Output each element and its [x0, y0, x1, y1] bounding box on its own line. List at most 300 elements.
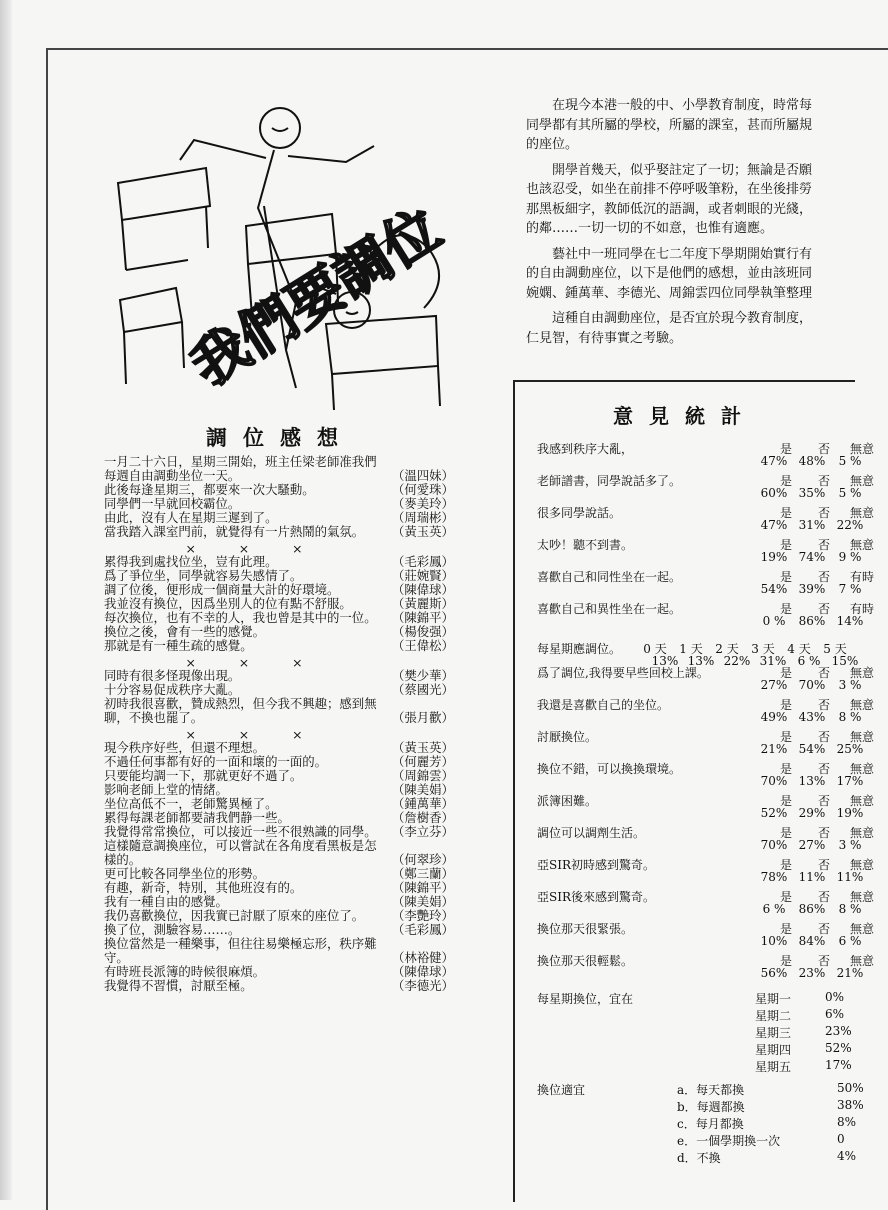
stat-values	[755, 742, 869, 756]
weekday-percent: 52%	[825, 1041, 852, 1055]
stat-header: 是	[779, 442, 792, 456]
comment-item	[104, 597, 484, 611]
stat-header: 否	[817, 506, 830, 520]
comment-author: （王偉松）	[392, 638, 454, 653]
stat-header: 否	[817, 698, 830, 712]
weekday-percent: 0%	[825, 990, 845, 1004]
comment-text: 有趣，新奇，特別，其他班沒有的。	[104, 880, 303, 895]
comment-author: （毛彩鳳）	[392, 554, 454, 569]
comment-text: 換位當然是一種樂事，但往往易樂極忘形，秩序難守。	[104, 936, 377, 965]
comment-author: （莊婉賢）	[392, 568, 454, 583]
comment-author: （麥美玲）	[392, 496, 454, 511]
comment-text: 調了位後，便形成一個商量大計的好環境。	[104, 582, 340, 597]
weekday-block	[537, 990, 852, 1074]
comment-item	[104, 811, 484, 825]
comment-text: 我仍喜歡換位，因我實已討厭了原來的座位了。	[104, 908, 365, 923]
separator-mark: ×	[292, 541, 303, 556]
comment-item	[104, 669, 484, 683]
comment-item	[104, 555, 484, 569]
stat-question: 我感到秩序大亂，	[537, 442, 634, 456]
comment-author: （陳偉球）	[392, 964, 454, 979]
stat-values	[755, 710, 869, 724]
comment-text: 同時有很多怪現像出現。	[104, 668, 241, 683]
comment-author: （何愛珠）	[392, 482, 454, 497]
comment-author: （毛彩鳳）	[392, 922, 454, 937]
stat-header: 否	[817, 922, 830, 936]
frequency-value: 31%	[759, 654, 787, 668]
suggestion-item	[677, 1149, 857, 1166]
stat-value: 31%	[798, 518, 826, 532]
comment-text: 有時班長派簿的時候很麻煩。	[104, 964, 266, 979]
stat-question: 每星期應調位。	[537, 642, 622, 656]
comment-item	[104, 697, 484, 725]
cartoon-illustration	[96, 88, 476, 413]
stat-value: 3 %	[838, 838, 862, 852]
comment-author: （黃麗斯）	[392, 596, 454, 611]
stat-value: 6 %	[838, 934, 862, 948]
statistics-title: 意見統計	[613, 404, 757, 428]
stat-question: 亞SIR後來感到驚奇。	[537, 890, 655, 904]
stat-value: 8 %	[838, 710, 862, 724]
comment-item	[104, 625, 484, 639]
comment-author: （張月歡）	[392, 710, 454, 725]
separator-mark: ×	[185, 541, 196, 556]
comments-title: 調位感想	[206, 425, 354, 450]
stat-value: 54%	[760, 582, 788, 596]
stat-header: 否	[817, 570, 830, 584]
stat-header: 否	[817, 762, 830, 776]
comment-text: 每次換位，也有不幸的人，我也曾是其中的一位。	[104, 610, 377, 625]
separator-row	[104, 725, 384, 741]
stat-value: 27%	[798, 838, 826, 852]
stat-value: 29%	[798, 806, 826, 820]
stat-header: 是	[779, 922, 792, 936]
stat-header: 無意	[849, 922, 874, 936]
stat-header: 否	[817, 890, 830, 904]
comment-text: 換了位，測驗容易……。	[104, 922, 241, 937]
stat-value: 14%	[836, 614, 864, 628]
stat-question: 爲了調位,我得要早些回校上課。	[537, 666, 709, 680]
intro-line: 這種自由調動座位，是否宜於現今教育制度，	[526, 311, 813, 326]
suggestion-item	[677, 1081, 864, 1098]
stat-values	[755, 550, 869, 564]
stat-values	[755, 966, 869, 980]
stat-value: 19%	[836, 806, 864, 820]
intro-line: 的座位。	[526, 137, 579, 152]
stat-header: 是	[779, 954, 792, 968]
weekday-name: 星期三	[755, 1026, 792, 1040]
comment-author: （詹樹香）	[392, 810, 454, 825]
stat-header: 無意	[849, 474, 874, 488]
frequency-day: 1 天	[679, 642, 703, 656]
comment-author: （黃玉英）	[392, 524, 454, 539]
weekday-item	[755, 990, 845, 1007]
suggestion-block	[537, 1081, 864, 1165]
suggestion-option: c．每月都換	[677, 1117, 744, 1131]
comment-author: （蔡國光）	[392, 682, 454, 697]
comment-item	[104, 909, 484, 923]
comment-text: 累得每課老師都要請我們静一些。	[104, 810, 290, 825]
stat-header: 無意	[849, 954, 874, 968]
illustration-title: 我們要調位	[179, 195, 453, 400]
weekday-item	[755, 1058, 852, 1075]
comment-text: 爲了爭位坐，同學就容易失感情了。	[104, 568, 303, 583]
stat-value: 70%	[798, 678, 826, 692]
comment-item	[104, 639, 484, 653]
suggestion-question: 換位適宜	[537, 1083, 586, 1097]
weekday-percent: 23%	[825, 1024, 852, 1038]
intro-text	[526, 96, 848, 348]
suggestion-percent: 50%	[837, 1081, 864, 1095]
comment-text: 我有一種自由的感覺。	[104, 894, 228, 909]
stat-header: 否	[817, 474, 830, 488]
stat-value: 13%	[798, 774, 826, 788]
stat-header: 否	[817, 730, 830, 744]
comment-text: 我覺得常常換位，可以接近一些不很熟識的同學。	[104, 824, 377, 839]
stat-value: 23%	[798, 966, 826, 980]
weekday-percent: 6%	[825, 1007, 845, 1021]
comment-item	[104, 683, 484, 697]
comment-author: （周錦雲）	[392, 768, 454, 783]
intro-line: 那黑板細字，教師低沉的語調，或者刺眼的光綫，	[526, 201, 813, 217]
stat-value: 84%	[798, 934, 826, 948]
stat-value: 49%	[760, 710, 788, 724]
comment-text: 那就是有一種生疏的感覺。	[104, 638, 253, 653]
comment-author: （何麗芳）	[392, 754, 454, 769]
stat-header: 否	[817, 666, 830, 680]
intro-line: 婉嫻、鍾萬華、李德光、周錦雲四位同學執筆整理	[526, 285, 813, 301]
comment-item	[104, 483, 484, 497]
stat-header: 是	[779, 602, 792, 616]
stat-value: 47%	[760, 518, 788, 532]
stat-values	[755, 454, 869, 468]
separator-mark: ×	[185, 727, 196, 742]
comment-author: （李德光）	[392, 978, 454, 993]
stat-header: 是	[779, 666, 792, 680]
frequency-value: 6 %	[797, 654, 821, 668]
stat-values	[755, 518, 869, 532]
separator-row	[104, 653, 384, 669]
comment-item	[104, 569, 484, 583]
frequency-value: 22%	[723, 654, 751, 668]
stat-value: 70%	[760, 774, 788, 788]
separator-mark: ×	[185, 655, 196, 670]
weekday-percent: 17%	[825, 1058, 852, 1072]
stat-question: 老師譜書，同學說話多了。	[537, 474, 682, 488]
suggestion-item	[677, 1132, 845, 1149]
stat-value: 27%	[760, 678, 788, 692]
stat-values	[755, 582, 869, 596]
comment-item	[104, 867, 484, 881]
stat-value: 5 %	[838, 486, 862, 500]
stat-value: 25%	[836, 742, 864, 756]
stat-value: 47%	[760, 454, 788, 468]
stat-value: 52%	[760, 806, 788, 820]
separator-mark: ×	[292, 655, 303, 670]
stat-value: 11%	[836, 870, 864, 884]
stat-question: 我還是喜歡自己的坐位。	[537, 698, 670, 712]
comment-author: （何翠珍）	[392, 852, 454, 867]
stat-value: 21%	[836, 966, 864, 980]
stat-question: 換位那天很緊張。	[537, 922, 634, 936]
stat-value: 5 %	[838, 454, 862, 468]
comment-item	[104, 611, 484, 625]
suggestion-percent: 38%	[837, 1098, 864, 1112]
intro-line: 開學首幾天，似乎娶註定了一切；無論是否願	[526, 162, 813, 178]
comment-item	[104, 825, 484, 839]
comment-item	[104, 525, 484, 539]
comment-author: （陳美娟）	[392, 782, 454, 797]
stat-value: 10%	[760, 934, 788, 948]
comment-item	[104, 979, 484, 993]
suggestion-option: e．一個學期換一次	[677, 1134, 781, 1148]
stat-header: 否	[817, 442, 830, 456]
intro-line: 仁見智，有待事實之考驗。	[526, 330, 683, 346]
comment-author: （黃玉英）	[392, 740, 454, 755]
suggestion-option: b．每週都換	[677, 1100, 745, 1114]
suggestion-percent: 0	[837, 1132, 845, 1146]
stat-header: 是	[779, 858, 792, 872]
comment-item	[104, 511, 484, 525]
comment-item	[104, 583, 484, 597]
stat-values	[755, 902, 869, 916]
stat-value: 19%	[760, 550, 788, 564]
comment-text: 當我踏入課室門前，就覺得有一片熱鬧的氣氛。	[104, 524, 365, 539]
separator-mark: ×	[292, 727, 303, 742]
comment-author: （鍾萬華）	[392, 796, 454, 811]
cartoon-drawing	[96, 88, 476, 413]
comment-author: （陳錦平）	[392, 610, 454, 625]
stat-value: 70%	[760, 838, 788, 852]
comment-text: 初時我很喜歡，贊成熱烈，但今我不興趣；感到無聊，不換也罷了。	[104, 696, 377, 725]
stat-value: 35%	[798, 486, 826, 500]
stat-values	[755, 614, 869, 628]
stat-header: 是	[779, 762, 792, 776]
comment-text: 不過任何事都有好的一面和壞的一面的。	[104, 754, 328, 769]
separator-row	[104, 539, 384, 555]
stat-header: 是	[779, 890, 792, 904]
comment-author: （周瑞彬）	[392, 510, 454, 525]
comment-author: （陳美娟）	[392, 894, 454, 909]
stat-values	[755, 870, 869, 884]
stat-value: 39%	[798, 582, 826, 596]
opinion-statistics-box	[513, 380, 874, 1202]
comment-author: （李立芬）	[392, 824, 454, 839]
stat-value: 9 %	[838, 550, 862, 564]
stat-header: 否	[817, 858, 830, 872]
stat-value: 48%	[798, 454, 826, 468]
stat-header: 無意	[849, 762, 874, 776]
comment-item	[104, 881, 484, 895]
stat-question: 喜歡自己和同性坐在一起。	[537, 570, 682, 584]
frequency-day: 4 天	[787, 642, 811, 656]
weekday-name: 星期二	[755, 1009, 792, 1023]
comment-item	[104, 783, 484, 797]
comment-item	[104, 923, 484, 937]
stat-question: 亞SIR初時感到驚奇。	[537, 858, 655, 872]
stat-values	[755, 678, 869, 692]
stat-header: 無意	[849, 442, 874, 456]
comment-author: （陳偉球）	[392, 582, 454, 597]
suggestion-percent: 8%	[837, 1115, 857, 1129]
stat-value: 56%	[760, 966, 788, 980]
comment-text: 我覺得不習慣，討厭至極。	[104, 978, 253, 993]
stat-question: 太吵！聽不到書。	[537, 538, 634, 552]
stat-value: 21%	[760, 742, 788, 756]
weekday-name: 星期一	[755, 992, 792, 1006]
comment-text: 十分容易促成秩序大亂。	[104, 682, 241, 697]
frequency-value: 15%	[831, 654, 859, 668]
comment-author: （林裕健）	[392, 950, 454, 965]
weekday-item	[755, 1041, 852, 1058]
stat-header: 是	[779, 474, 792, 488]
comment-text: 坐位高低不一，老師驚異極了。	[104, 796, 278, 811]
stat-header: 是	[779, 794, 792, 808]
intro-line: 同學都有其所屬的學校，所屬的課室，甚而所屬規	[526, 117, 813, 133]
comment-item	[104, 455, 484, 483]
page-edge	[0, 0, 12, 1200]
comment-item	[104, 965, 484, 979]
stat-question: 很多同學說話。	[537, 506, 622, 520]
separator-mark: ×	[238, 727, 250, 742]
stat-header: 是	[779, 730, 792, 744]
stat-value: 11%	[798, 870, 826, 884]
stat-header: 否	[817, 602, 830, 616]
stat-header: 是	[779, 570, 792, 584]
stat-question: 調位可以調劑生活。	[537, 826, 646, 840]
stat-header: 是	[779, 538, 792, 552]
stat-header: 無意	[849, 826, 874, 840]
intro-line: 的自由調動座位，以下是他們的感想，並由該班同	[526, 266, 813, 281]
weekday-item	[755, 1024, 852, 1041]
stat-value: 78%	[760, 870, 788, 884]
weekday-name: 星期四	[755, 1043, 792, 1057]
stat-value: 17%	[836, 774, 864, 788]
comments-list	[104, 455, 484, 993]
suggestion-item	[677, 1115, 857, 1132]
comment-item	[104, 937, 484, 965]
stat-header: 無意	[849, 698, 874, 712]
weekday-question: 每星期換位，宜在	[537, 992, 634, 1006]
comment-item	[104, 497, 484, 511]
stat-header: 是	[779, 506, 792, 520]
comment-author: （溫四妹）	[392, 468, 454, 483]
stat-values	[755, 934, 869, 948]
comment-item	[104, 755, 484, 769]
suggestion-option: d．不換	[677, 1151, 721, 1165]
stat-values	[755, 774, 869, 788]
stat-value: 74%	[798, 550, 826, 564]
stat-value: 60%	[760, 486, 788, 500]
stat-question: 喜歡自己和異性坐在一起。	[537, 602, 682, 616]
stat-header: 無意	[849, 506, 874, 520]
stat-value: 0 %	[762, 614, 786, 628]
comment-item	[104, 839, 484, 867]
comment-text: 我並沒有換位，因爲坐別人的位有點不舒服。	[104, 596, 352, 611]
stat-values	[755, 806, 869, 820]
stat-header: 否	[817, 794, 830, 808]
stat-value: 22%	[836, 518, 864, 532]
weekday-name: 星期五	[755, 1060, 792, 1074]
stat-header: 否	[817, 538, 830, 552]
stat-header: 無意	[849, 730, 874, 744]
stat-value: 7 %	[838, 582, 862, 596]
comment-text: 影响老師上堂的情緒。	[104, 782, 228, 797]
suggestion-item	[677, 1098, 864, 1115]
stat-header: 否	[817, 826, 830, 840]
comment-author: （鄭三蘭）	[392, 866, 454, 881]
suggestion-option: a．每天都換	[677, 1083, 745, 1097]
stat-value: 86%	[798, 902, 826, 916]
comment-text: 換位之後，會有一些的感覺。	[104, 624, 266, 639]
stat-header: 有時	[849, 602, 874, 616]
comment-text: 此後每逢星期三，都要來一次大騷動。	[104, 482, 315, 497]
comment-text: 更可比較各同學坐位的形勢。	[104, 866, 266, 881]
comment-text: 一月二十六日，星期三開始，班主任梁老師准我們每週自由調動坐位一天。	[104, 454, 377, 483]
comment-author: （李艷玲）	[392, 908, 454, 923]
comment-author: （陳錦平）	[392, 880, 454, 895]
stat-header: 無意	[849, 890, 874, 904]
comment-text: 只要能均調一下，那就更好不過了。	[104, 768, 303, 783]
stat-value: 3 %	[838, 678, 862, 692]
comment-author: （樊少華）	[392, 668, 454, 683]
comment-item	[104, 769, 484, 783]
intro-line: 在現今本港一般的中、小學教育制度，時常每	[526, 98, 813, 113]
weekday-item	[755, 1007, 845, 1024]
frequency-day: 5 天	[823, 642, 847, 656]
frequency-day: 3 天	[751, 642, 775, 656]
comment-item	[104, 797, 484, 811]
stat-value: 54%	[798, 742, 826, 756]
comment-text: 由此，沒有人在星期三遲到了。	[104, 510, 278, 525]
frequency-value: 13%	[651, 654, 679, 668]
stat-question: 換位那天很輕鬆。	[537, 954, 634, 968]
stat-value: 86%	[798, 614, 826, 628]
comment-item	[104, 895, 484, 909]
separator-mark: ×	[238, 655, 250, 670]
stat-question: 換位不錯，可以換換環境。	[537, 762, 682, 776]
stat-header: 有時	[849, 570, 874, 584]
stat-question: 討厭換位。	[537, 730, 598, 744]
stat-value: 8 %	[838, 902, 862, 916]
stat-value: 6 %	[762, 902, 786, 916]
stat-header: 無意	[849, 794, 874, 808]
stat-header: 無意	[849, 666, 874, 680]
suggestion-percent: 4%	[837, 1149, 857, 1163]
stat-question: 派簿困難。	[537, 794, 598, 808]
frequency-value: 13%	[687, 654, 715, 668]
separator-mark: ×	[238, 541, 250, 556]
frequency-day: 2 天	[715, 642, 739, 656]
comment-text: 現今秩序好些，但還不理想。	[104, 740, 266, 755]
stat-header: 是	[779, 826, 792, 840]
comment-text: 累得我到處找位坐，豈有此理。	[104, 554, 278, 569]
comment-text: 這樣隨意調換座位，可以嘗試在各角度看黑板是怎樣的。	[104, 838, 377, 867]
stat-header: 否	[817, 954, 830, 968]
stat-values	[755, 838, 869, 852]
intro-line: 也該忍受，如坐在前排不停呼吸筆粉，在坐後排勞	[526, 182, 813, 197]
stat-value: 43%	[798, 710, 826, 724]
comment-item	[104, 741, 484, 755]
stat-header: 是	[779, 698, 792, 712]
frequency-day: 0 天	[643, 642, 667, 656]
intro-line: 藝社中一班同學在七二年度下學期開始實行有	[526, 246, 813, 262]
comment-text: 同學們一早就回校霸位。	[104, 496, 241, 511]
comment-author: （楊俊强）	[392, 624, 454, 639]
stat-header: 無意	[849, 858, 874, 872]
stat-header: 無意	[849, 538, 874, 552]
stat-values	[755, 486, 869, 500]
